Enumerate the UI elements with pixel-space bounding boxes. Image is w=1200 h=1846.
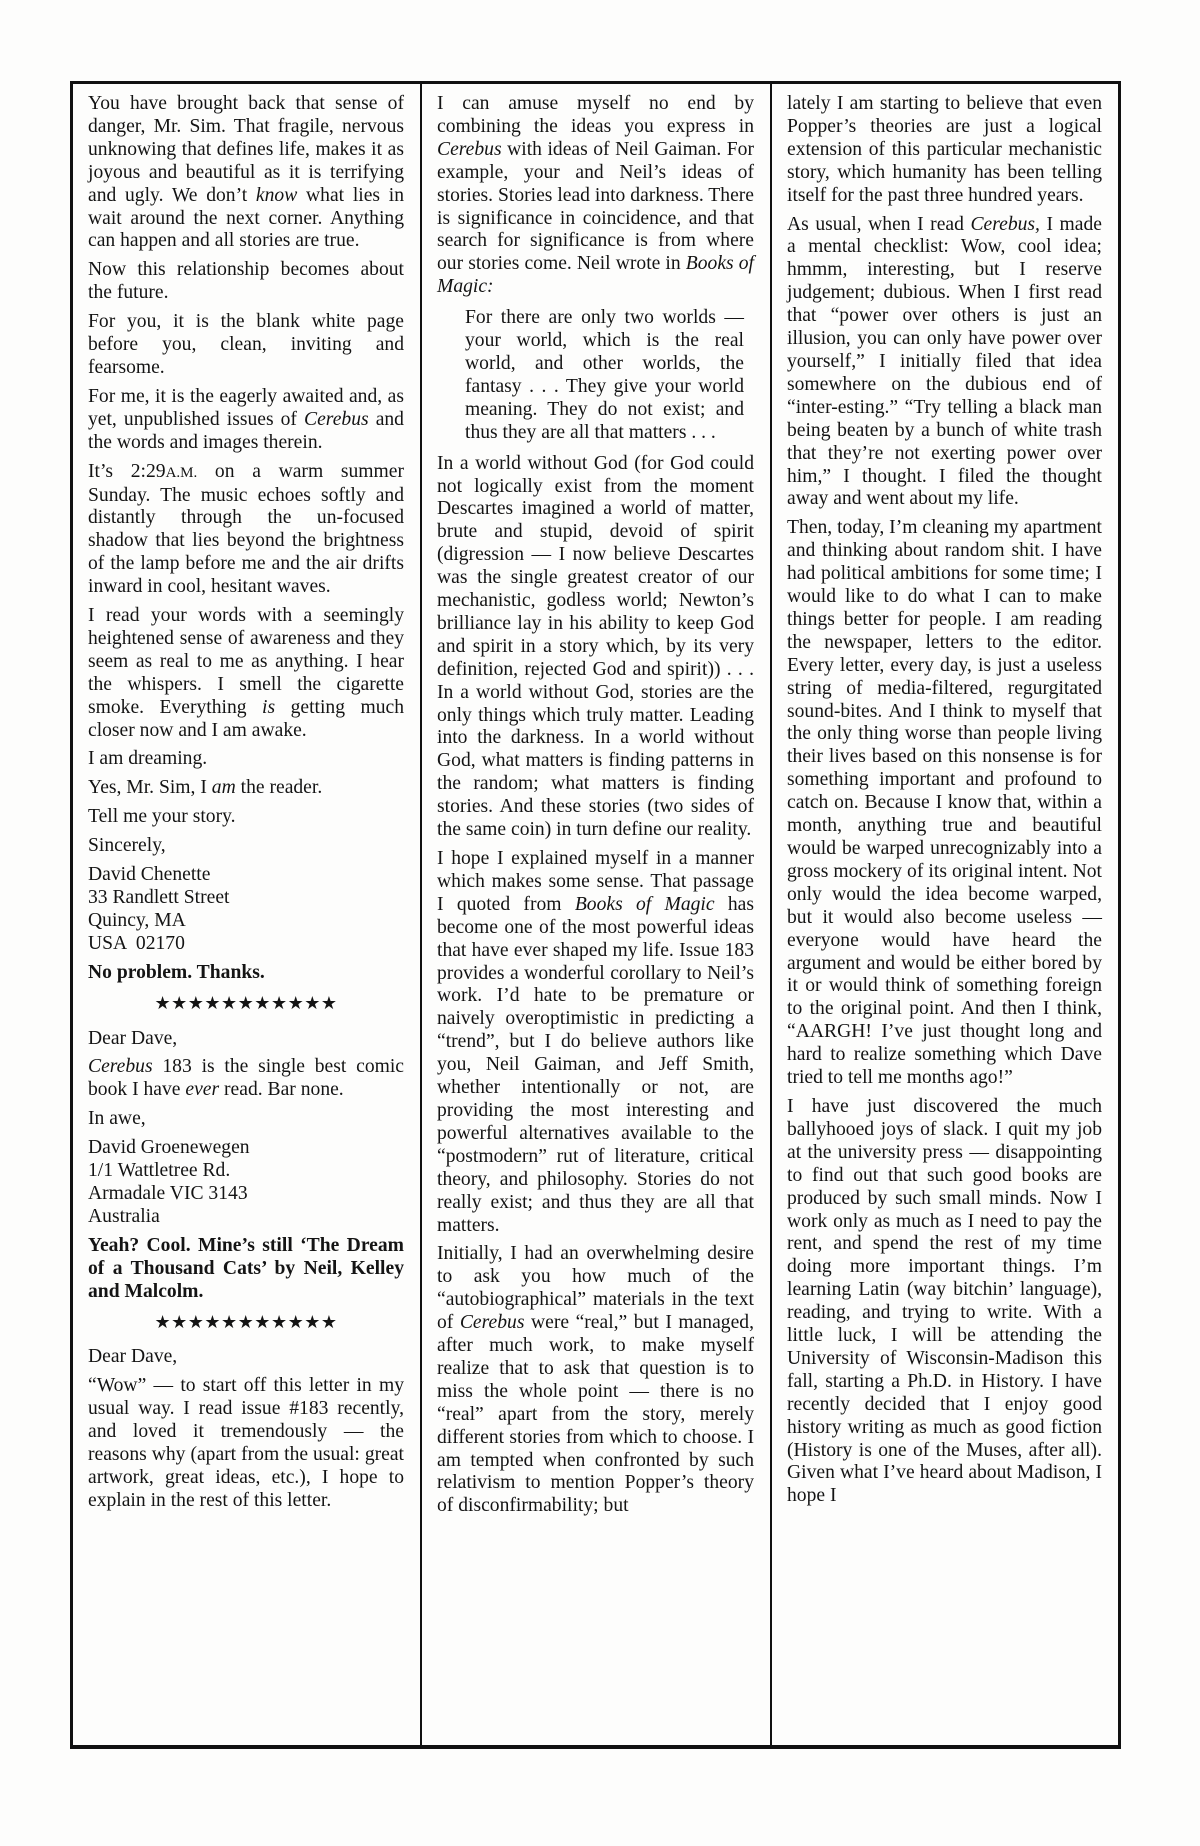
salutation: Dear Dave, [88,1346,178,1368]
column-1 [73,84,420,1745]
emphasis: am [211,777,236,799]
emphasis: ever [185,1079,220,1101]
editor-reply: Yeah? Cool. Mine’s still ‘The Dream of a Thousand Cats’ by Neil, Kelley and Malcolm. [88,1234,404,1302]
closing: In awe, [88,1108,146,1130]
signature-block [88,864,404,956]
text: and the words and images therein. [88,408,404,453]
paragraph [437,848,754,1237]
text: read. Bar none. [219,1079,344,1101]
title-emphasis: Cerebus [304,408,369,430]
title-emphasis: Cerebus, [970,213,1040,235]
text: the reader. [235,777,323,799]
paragraph: I am dreaming. [88,748,208,770]
address-country: Australia [88,1205,160,1227]
title-emphasis: Books of Magic [574,893,715,915]
text: For me, it is the eagerly awaited and, as yet, unpublished issues of [88,385,404,430]
emphasis: is [262,696,276,718]
paragraph [88,1056,404,1102]
paragraph: lately I am starting to believe that even Popper’s theories are just a logical extension of this particular mechanistic story, which humanity has been telling itself for the past three hundred years. [787,93,1102,206]
signature-name: David Groenewegen [88,1137,250,1159]
text: I read your words with a seemingly heightened sense of awareness and they seem as real to me as anything. I hear the whispers. I smell the cigarette smoke. Everything [88,605,404,718]
column-3 [770,84,1118,1745]
text: I made a mental checklist: Wow, cool idea; hmmm, interesting, but I reserve judgement; dubious. When I first read that “power over others is just an illusion, you can only have power over yourself,” I initially filed that idea somewhere on the dubious end of “inter-esting.” “Try telling a black man being beaten by a bunch of white trash that they’re not exerting power over him,” I thought. I filed the thought away and went about my life. [787,213,1102,510]
text: on a warm summer Sunday. The music echoes softly and distantly through the un-focused shadow that lies beyond the brightness of the lamp before me and the air drifts inward in cool, hesitant waves. [88,460,404,598]
paragraph: I have just discovered the much ballyhooed joys of slack. I quit my job at the university press — disappointing to find out that such good books are produced by such small minds. Now I work only as much as I need to pay the rent, and spend the rest of my time doing more important things. I’m learning Latin (way bitchin’ language), reading, and trying to write. With a little luck, I will be attending the University of Wisconsin-Madison this fall, starting a Ph.D. in History. I have recently decided that I enjoy good history writing as much as good fiction (History is one of the Muses, after all). Given what I’ve heard about Madison, I hope I [787,1095,1102,1507]
emphasis: know [255,184,298,206]
letters-page-frame [70,81,1121,1749]
text: what lies in wait around the next corner. Anything can happen and all stories are true. [88,184,404,252]
paragraph [88,777,404,800]
signature-block [88,1137,404,1229]
address-street: 33 Randlett Street [88,887,230,908]
block-quote: For there are only two worlds — your world, which is the real world, and other worlds, the fantasy . . . They give your world meaning. They do not exist; and thus they are all that matters . . . [465,307,744,443]
paragraph [88,386,404,455]
title-emphasis: Books of Magic: [437,253,754,298]
star-separator-icon: ★★★★★★★★★★★ [154,992,338,1014]
text: I can amuse myself no end by combining the ideas you express in [437,93,754,137]
address-city: Quincy, MA [88,909,186,931]
paragraph [437,1243,754,1518]
star-separator-icon: ★★★★★★★★★★★ [154,1311,338,1333]
paragraph: Then, today, I’m cleaning my apartment and thinking about random shit. I have had political ambitions for some time; I would like to do what I can to make things better for people. I am reading the newspaper, letters to the editor. Every letter, every day, is just a useless string of media-filtered, regurgitated sound-bites. And I think to myself that the only thing worse than people living their lives based on this nonsense is for something important and profound to catch on. Because I know that, within a month, anything true and beautiful would be warped unrecognizably into a gross mockery of its original intent. Not only would the idea become warped, but it would also become useless — everyone would have heard the argument and would be either bored by it or would think of something foreign to the original point. And then I think, “AARGH! I’ve just thought long and hard to realize something which Dave tried to tell me months ago!” [787,517,1102,1089]
paragraph [437,93,754,299]
title-emphasis: Cerebus [437,138,502,160]
editor-reply: No problem. Thanks. [88,961,265,983]
text: I hope I explained myself in a manner which makes some sense. That passage I quoted from [437,848,754,915]
salutation: Dear Dave, [88,1027,178,1049]
paragraph: “Wow” — to start off this letter in my usual way. I read issue #183 recently, and loved it tremendously — the reasons why (apart from the usual: great artwork, great ideas, etc.), I hope to explain in the rest of this letter. [88,1375,404,1511]
title-emphasis: Cerebus [459,1312,525,1334]
signature-name: David Chenette [88,864,211,886]
text: has become one of the most powerful ideas that have ever shaped my life. Issue 183 provides a wonderful corollary to Neil’s work. I’d hate to be premature or naively overoptimistic in predicting a “trend”, but I do believe authors like you, Neil Gaiman, and Jeff Smith, whether intentionally or not, are providing the most interesting and powerful alternatives available to the “postmodern” rut of literature, critical theory, and philosophy. Stories do not really exist; and thus they are all that matters. [437,893,754,1236]
text: Yes, Mr. Sim, I [88,777,212,799]
address-street: 1/1 Wattletree Rd. [88,1160,231,1182]
address-city: Armadale VIC 3143 [88,1182,248,1204]
time-suffix: A.M. [165,464,198,481]
column-2 [420,84,770,1745]
paragraph: Tell me your story. [88,806,236,828]
text: Initially, I had an overwhelming desire to ask you how much of the “autobiographical” materials in the text of [437,1243,754,1334]
text: It’s 2:29 [88,460,166,482]
address-country: USA 02170 [88,932,185,954]
text: You have brought back that sense of danger, Mr. Sim. That fragile, nervous unknowing that defines life, makes it as joyous and beautiful as it is terrifying and ugly. We don’t [88,93,404,206]
text: getting much closer now and I am awake. [88,696,404,741]
paragraph: In a world without God (for God could not logically exist from the moment Descartes imagined a world of matter, brute and stupid, devoid of spirit (digression — I now believe Descartes was the single greatest creator of our mechanistic, godless world; Newton’s brilliance lay in his ability to keep God and spirit in a story which, by its very definition, rejected God and spirit)) . . . In a world without God, stories are the only things which truly matter. Leading into the darkness. In a world without God, what matters is finding patterns in the random; what matters is finding stories. And these stories (two sides of the same coin) in turn define our reality. [437,452,754,841]
text: with ideas of Neil Gaiman. For example, your and Neil’s ideas of stories. Stories lead into darkness. There is significance in coincidence, and that search for significance is from where our stories come. Neil wrote in [437,138,754,275]
paragraph: Now this relationship becomes about the future. [88,259,404,304]
paragraph [787,214,1102,512]
closing: Sincerely, [88,835,166,857]
paragraph: For you, it is the blank white page before you, clean, inviting and fearsome. [88,311,404,378]
title-emphasis: Cerebus [88,1056,153,1078]
text: As usual, when I read [787,213,971,235]
paragraph [88,93,404,253]
paragraph [88,605,404,742]
text: were “real,” but I managed, after much work, to make myself realize that to ask that question is to miss the whole point — there is no “real” apart from the story, merely different stories from which to choose. I am tempted when confronted by such relativism to mention Popper’s theory of disconfirmability; but [437,1312,754,1517]
text: 183 is the single best comic book I have [88,1056,404,1101]
paragraph [88,461,404,599]
